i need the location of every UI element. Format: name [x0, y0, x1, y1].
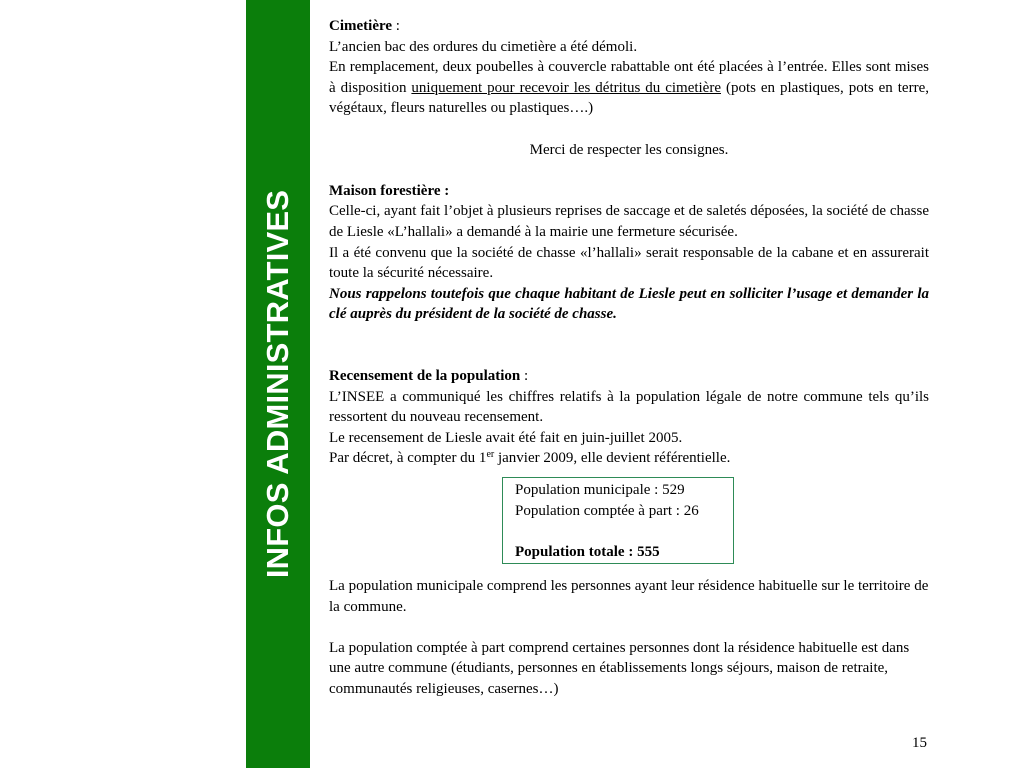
population-municipale: Population municipale : 529 [515, 482, 685, 499]
recensement-heading-line [329, 366, 929, 387]
cimetiere-heading: Cimetière [329, 18, 393, 34]
maison-p2: Il a été convenu que la société de chasse «l’hallali» serait responsable de la cabane et en assurerait toute la sécurité nécessaire. [329, 244, 929, 282]
recensement-heading-suffix: : [520, 368, 529, 385]
maison-p3 [329, 284, 929, 325]
population-totale-text: Population totale : 555 [515, 543, 660, 560]
recensement-p3 [329, 448, 929, 469]
cimetiere-text-a: En remplacement, deux poubelles à couvercle rabattable ont été placées à l’entrée. Elles sont mises à disposition [329, 59, 929, 96]
population-box [502, 477, 734, 564]
cimetiere-heading-line [329, 16, 929, 37]
maison-p1: Celle-ci, ayant fait l’objet à plusieurs reprises de saccage et de saletés déposées, la société de chasse de Liesle «L’hallali» a demandé à la mairie une fermeture sécurisée. [329, 203, 929, 240]
cimetiere-underlined-text: uniquement pour recevoir les détritus du cimetière [411, 79, 721, 96]
content-area [329, 16, 929, 700]
definition-municipale: La population municipale comprend les personnes ayant leur résidence habituelle sur le territoire de la commune. [329, 578, 929, 615]
maison-p3-text: Nous rappelons toutefois que chaque habitant de Liesle peut en solliciter l’usage et demander la clé auprès du président de la société de chasse. [329, 285, 929, 323]
recensement-heading: Recensement de la population [329, 368, 521, 385]
cimetiere-line1: L’ancien bac des ordures du cimetière a été démoli. [329, 38, 638, 55]
population-comptee: Population comptée à part : 26 [515, 502, 699, 519]
recensement-p3-b: janvier 2009, elle devient référentielle. [494, 450, 731, 467]
recensement-p1: L’INSEE a communiqué les chiffres relatifs à la population légale de notre commune tels qu’ils ressortent du nouveau recensement. [329, 388, 929, 426]
cimetiere-paragraph [329, 57, 929, 119]
sidebar-title: INFOS ADMINISTRATIVES [260, 189, 295, 579]
maison-heading [329, 181, 929, 202]
maison-heading-text: Maison forestière : [329, 182, 450, 199]
page-number: 15 [912, 735, 927, 751]
cimetiere-text-b: (pots en plastiques, pots en terre, végétaux, fleurs naturelles ou plastiques….) [329, 79, 929, 117]
population-totale [515, 542, 725, 563]
recensement-p3-sup: er [486, 449, 495, 461]
sidebar-band [246, 0, 310, 768]
recensement-p3-a: Par décret, à compter du 1 [329, 450, 487, 467]
cimetiere-heading-suffix: : [392, 18, 400, 34]
merci-line: Merci de respecter les consignes. [529, 141, 729, 158]
definition-comptee: La population comptée à part comprend certaines personnes dont la résidence habituelle est dans une autre commune (étudiants, personnes en établissements longs séjours, maison de retraite, communautés religieuses, casernes…) [329, 639, 910, 698]
recensement-p2: Le recensement de Liesle avait été fait en juin-juillet 2005. [329, 429, 683, 446]
